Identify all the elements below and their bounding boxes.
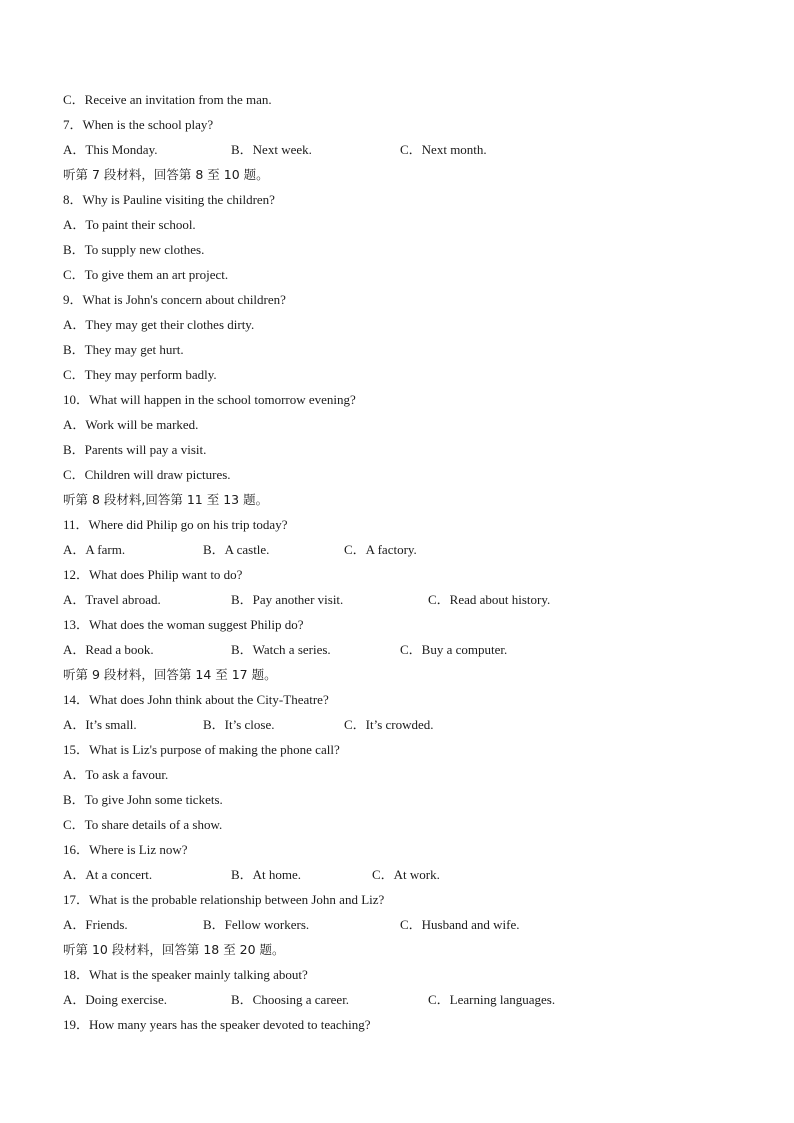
question-line: 19．How many years has the speaker devoted to teaching?: [63, 1017, 371, 1032]
option-a: A．Travel abroad.: [63, 592, 161, 607]
option-c: C．A factory.: [344, 542, 417, 557]
option-c: C．Learning languages.: [428, 992, 556, 1007]
option-c: C．Husband and wife.: [400, 917, 520, 932]
option-a: A．At a concert.: [63, 867, 153, 882]
question-line: B．To supply new clothes.: [63, 242, 205, 257]
option-a: A．Read a book.: [63, 642, 154, 657]
section-heading: 听第 7 段材料，回答第 8 至 10 题。: [63, 167, 269, 182]
options-row: [63, 716, 743, 741]
question-line: A．Work will be marked.: [63, 417, 199, 432]
option-c: C．At work.: [372, 867, 440, 882]
question-line: 17．What is the probable relationship between John and Liz?: [63, 892, 385, 907]
options-row: [63, 141, 743, 166]
option-b: B．Choosing a career.: [231, 992, 350, 1007]
options-row: [63, 541, 743, 566]
question-line: C．To share details of a show.: [63, 817, 223, 832]
question-line: 9．What is John's concern about children?: [63, 292, 286, 307]
option-b: B．A castle.: [203, 542, 270, 557]
question-line: 12．What does Philip want to do?: [63, 567, 243, 582]
question-line: B．They may get hurt.: [63, 342, 184, 357]
option-a: A．This Monday.: [63, 142, 158, 157]
options-row: [63, 591, 743, 616]
section-heading: 听第 8 段材料,回答第 11 至 13 题。: [63, 492, 269, 507]
question-line: 7．When is the school play?: [63, 117, 214, 132]
question-line: 18．What is the speaker mainly talking about?: [63, 967, 308, 982]
question-line: A．To paint their school.: [63, 217, 196, 232]
question-line: B．To give John some tickets.: [63, 792, 223, 807]
question-line: 13．What does the woman suggest Philip do?: [63, 617, 304, 632]
option-a: A．Friends.: [63, 917, 128, 932]
option-c: C．Buy a computer.: [400, 642, 508, 657]
question-line: A．They may get their clothes dirty.: [63, 317, 255, 332]
option-c: C．Read about history.: [428, 592, 551, 607]
option-b: B．Fellow workers.: [203, 917, 310, 932]
option-a: A．It’s small.: [63, 717, 137, 732]
question-line: C．They may perform badly.: [63, 367, 217, 382]
question-line: C．To give them an art project.: [63, 267, 229, 282]
question-line: A．To ask a favour.: [63, 767, 169, 782]
question-line: C．Children will draw pictures.: [63, 467, 231, 482]
question-line: 14．What does John think about the City-Theatre?: [63, 692, 329, 707]
option-c: C．It’s crowded.: [344, 717, 434, 732]
options-row: [63, 916, 743, 941]
question-line: 11．Where did Philip go on his trip today?: [63, 517, 288, 532]
option-c: C．Next month.: [400, 142, 487, 157]
option-b: B．It’s close.: [203, 717, 275, 732]
option-b: B．Watch a series.: [231, 642, 331, 657]
question-line: 10．What will happen in the school tomorrow evening?: [63, 392, 356, 407]
question-line: C．Receive an invitation from the man.: [63, 92, 272, 107]
option-a: A．A farm.: [63, 542, 126, 557]
option-b: B．Next week.: [231, 142, 312, 157]
question-line: 16．Where is Liz now?: [63, 842, 188, 857]
section-heading: 听第 10 段材料，回答第 18 至 20 题。: [63, 942, 285, 957]
question-list: [63, 91, 743, 1041]
option-b: B．Pay another visit.: [231, 592, 344, 607]
options-row: [63, 641, 743, 666]
question-line: 8．Why is Pauline visiting the children?: [63, 192, 275, 207]
question-line: B．Parents will pay a visit.: [63, 442, 207, 457]
options-row: [63, 991, 743, 1016]
option-b: B．At home.: [231, 867, 302, 882]
section-heading: 听第 9 段材料，回答第 14 至 17 题。: [63, 667, 277, 682]
options-row: [63, 866, 743, 891]
option-a: A．Doing exercise.: [63, 992, 167, 1007]
question-line: 15．What is Liz's purpose of making the phone call?: [63, 742, 340, 757]
